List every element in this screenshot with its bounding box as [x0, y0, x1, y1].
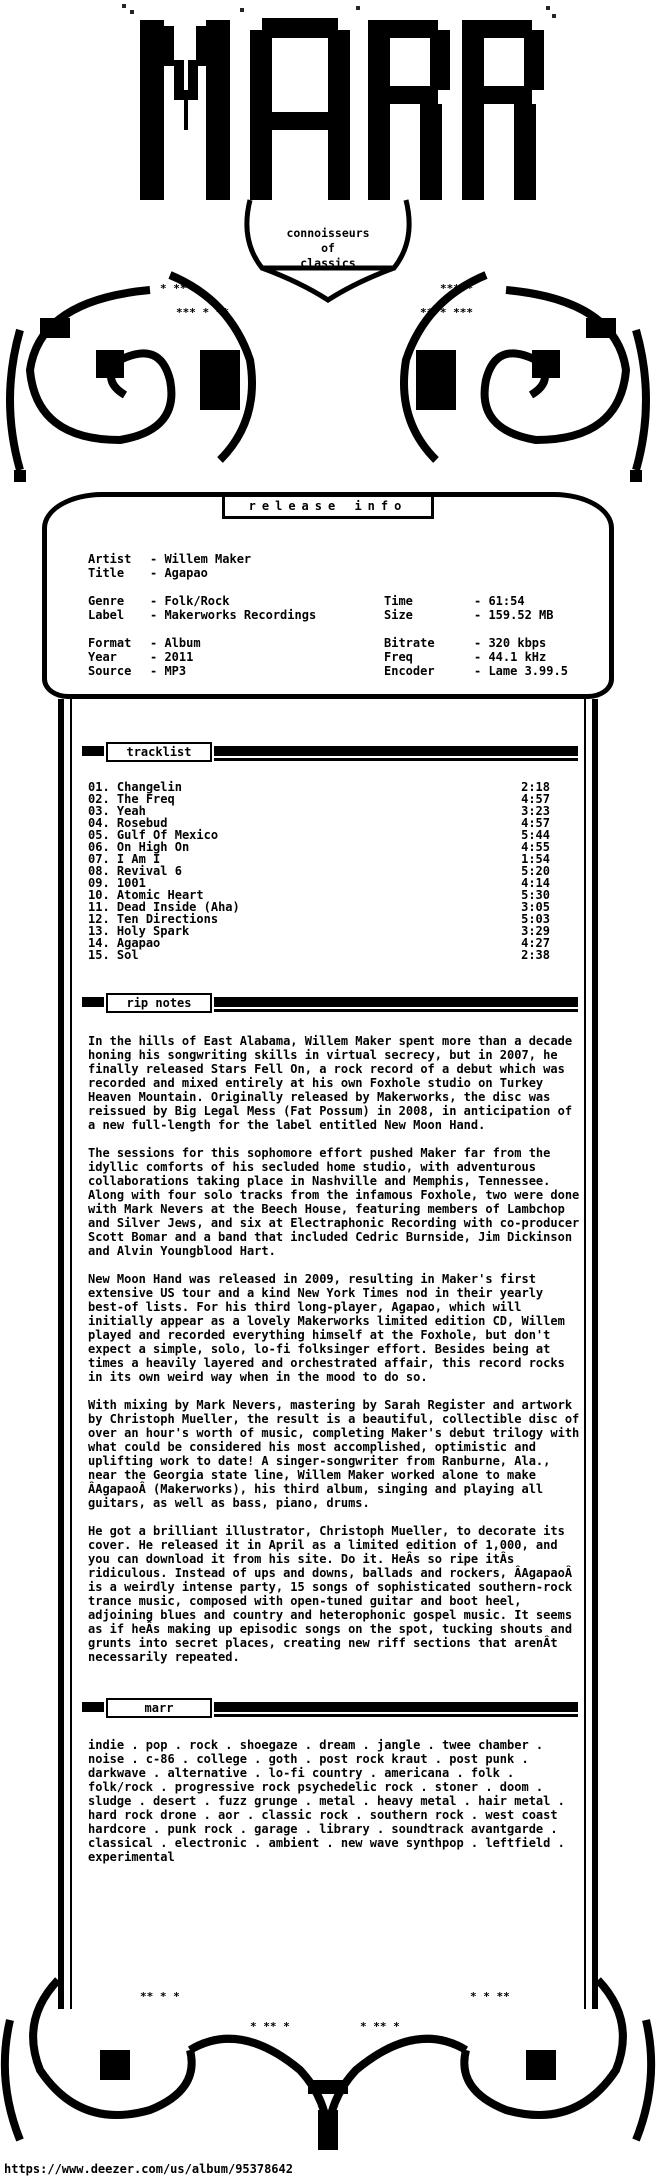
rip-notes-paragraph: With mixing by Mark Nevers, mastering by Sarah Register and artwork by Christoph Mueller, the result is a beautiful, collectible disc of over an hour's worth of music, completing Maker's debut trilogy with what could be considered his most accomplished, optimistic and uplifting work to date! A singer-songwriter from Ranburne, Ala., near the Georgia state line, Willem Maker worked alone to make ÂAgapaoÂ (Makerworks), his third album, singing and playing all guitars, as well as bass, piano, drums. — [88, 1398, 580, 1510]
track-title: The Freq — [116, 792, 175, 806]
rip-notes-paragraph: In the hills of East Alabama, Willem Maker spent more than a decade honing his songwriting skills in virtual secrecy, but in 2007, he finally released Stars Fell On, a rock record of a debut which was recorded and mixed entirely at his own Foxhole studio on Turkey Heaven Mountain. Originally released by Makerworks, the disc was reissued by Big Legal Mess (Fat Possum) in 2008, in anticipation of a new full-length for the label entitled New Moon Hand. — [88, 1034, 573, 1132]
track-number: 05. — [88, 828, 110, 842]
year-row: Year - 2011 — [88, 650, 194, 664]
format-value: Album — [164, 636, 201, 650]
artist-value: Willem Maker — [164, 552, 252, 566]
track-number: 14. — [88, 936, 110, 950]
track-duration: 5:44 — [521, 828, 550, 842]
source-value: MP3 — [164, 664, 187, 678]
track-duration: 4:14 — [521, 876, 550, 890]
rip-notes-header — [82, 993, 578, 1015]
track-title: Yeah — [116, 804, 146, 818]
track-number: 01. — [88, 780, 110, 794]
track-title: Dead Inside (Aha) — [116, 900, 240, 914]
track-duration: 2:38 — [521, 948, 550, 962]
track-number: 12. — [88, 912, 110, 926]
track-title: Atomic Heart — [116, 888, 204, 902]
svg-text:*** * **: *** * ** — [176, 306, 229, 319]
time-row: Time - 61:54 — [384, 594, 525, 608]
track-row — [88, 793, 550, 805]
tagline-line-2: of — [321, 241, 335, 255]
track-title: Holy Spark — [116, 924, 190, 938]
track-number: 02. — [88, 792, 110, 806]
svg-text:*** *: *** * — [440, 282, 474, 295]
track-number: 13. — [88, 924, 110, 938]
title-row: Title - Agapao — [88, 566, 208, 580]
track-duration: 3:05 — [521, 900, 550, 914]
track-number: 03. — [88, 804, 110, 818]
footer-ornament — [0, 1960, 656, 2170]
rip-notes — [88, 1034, 584, 1678]
track-row — [88, 949, 550, 961]
year-value: 2011 — [164, 650, 194, 664]
track-title: On High On — [116, 840, 190, 854]
track-duration: 5:03 — [521, 912, 550, 926]
track-number: 06. — [88, 840, 110, 854]
svg-text:** * *: ** * * — [140, 1990, 180, 2003]
track-duration: 1:54 — [521, 852, 550, 866]
track-number: 09. — [88, 876, 110, 890]
artist-row: Artist - Willem Maker — [88, 552, 252, 566]
encoder-value: Lame 3.99.5 — [488, 664, 568, 678]
track-duration: 4:27 — [521, 936, 550, 950]
freq-row: Freq - 44.1 kHz — [384, 650, 547, 664]
track-duration: 4:55 — [521, 840, 550, 854]
track-number: 04. — [88, 816, 110, 830]
genre-row: Genre - Folk/Rock — [88, 594, 230, 608]
track-duration: 5:30 — [521, 888, 550, 902]
format-row: Format - Album — [88, 636, 201, 650]
time-value: 61:54 — [488, 594, 525, 608]
track-title: Ten Directions — [116, 912, 219, 926]
track-duration: 4:57 — [521, 816, 550, 830]
track-title: Rosebud — [116, 816, 168, 830]
track-title: Changelin — [116, 780, 182, 794]
track-duration: 2:18 — [521, 780, 550, 794]
track-row — [88, 937, 550, 949]
genre-tags: indie . pop . rock . shoegaze . dream . jangle . twee chamber . noise . c-86 . college . goth . post rock kraut . post punk . darkwave . alternative . lo-fi country . americana . folk . folk/rock . progressive rock psychedelic rock . stoner . doom . sludge . desert . fuzz grunge . metal . heavy metal . hair metal . hard rock drone . aor . classic rock . southern rock . west coast hardcore . punk rock . garage . library . soundtrack avantgarde . classical . electronic . ambient . new wave synthpop . leftfield . experimental — [88, 1738, 565, 1864]
source-row: Source - MP3 — [88, 664, 187, 678]
bitrate-row: Bitrate - 320 kbps — [384, 636, 547, 650]
track-title: 1001 — [116, 876, 146, 890]
track-title: I Am I — [116, 852, 161, 866]
size-value: 159.52 MB — [488, 608, 554, 622]
track-title: Agapao — [116, 936, 161, 950]
label-value: Makerworks Recordings — [164, 608, 317, 622]
marr-wordmark — [140, 18, 544, 200]
genre-value: Folk/Rock — [164, 594, 230, 608]
track-number: 10. — [88, 888, 110, 902]
track-number: 08. — [88, 864, 110, 878]
track-duration: 3:23 — [521, 804, 550, 818]
track-number: 11. — [88, 900, 110, 914]
marr-header — [82, 1698, 578, 1720]
track-title: Sol — [116, 948, 139, 962]
track-title: Gulf Of Mexico — [116, 828, 219, 842]
label-row: Label - Makerworks Recordings — [88, 608, 317, 622]
release-info-title: release info — [222, 497, 434, 519]
track-title: Revival 6 — [116, 864, 182, 878]
track-duration: 3:29 — [521, 924, 550, 938]
track-duration: 4:57 — [521, 792, 550, 806]
tracklist-title: tracklist — [106, 742, 212, 762]
bitrate-value: 320 kbps — [488, 636, 547, 650]
svg-text:* ***: * *** — [160, 282, 194, 295]
tagline — [258, 226, 398, 271]
rip-notes-paragraph: He got a brilliant illustrator, Christoph Mueller, to decorate its cover. He released it in April as a limited edition of 1,000, and you can download it from his site. Do it. HeÂs so ripe itÂs ridiculous. Instead of ups and downs, ballads and rockers, ÂAgapaoÂ is a weirdly intense party, 15 songs of sophisticated southern-rock trance music, composed with open-tuned guitar and boot heel, adjoining blues and country and heterophonic gospel music. It seems as if heÂs making up episodic songs on the spot, tucking shouts and grunts into secret places, creating new riff sections that arenÂt necessarily repeated. — [88, 1524, 573, 1664]
tagline-line-1: connoisseurs — [286, 226, 370, 240]
track-row — [88, 865, 550, 877]
tracklist-header — [82, 742, 578, 764]
svg-text:* ** *: * ** * — [250, 2020, 290, 2033]
track-number: 07. — [88, 852, 110, 866]
track-duration: 5:20 — [521, 864, 550, 878]
svg-text:** * ***: ** * *** — [420, 306, 473, 319]
source-url[interactable]: https://www.deezer.com/us/album/95378642 — [4, 2162, 293, 2176]
svg-text:* * **: * * ** — [470, 1990, 510, 2003]
tracklist — [88, 781, 550, 961]
track-number: 15. — [88, 948, 110, 962]
size-row: Size - 159.52 MB — [384, 608, 554, 622]
title-value: Agapao — [164, 566, 208, 580]
marr-title: marr — [106, 1698, 212, 1718]
tagline-line-3: classics — [300, 256, 356, 270]
freq-value: 44.1 kHz — [488, 650, 547, 664]
svg-text:* ** *: * ** * — [360, 2020, 400, 2033]
rip-notes-title: rip notes — [106, 993, 212, 1013]
encoder-row: Encoder - Lame 3.99.5 — [384, 664, 568, 678]
rip-notes-paragraph: New Moon Hand was released in 2009, resulting in Maker's first extensive US tour and a kind New York Times nod in their yearly best-of lists. For his third long-player, Agapao, which will initially appear as a lovely Makerworks limited edition CD, Willem played and recorded everything himself at the Foxhole, but don't expect a simple, solo, lo-fi folksinger effort. Besides being at times a heavily layered and orchestrated affair, this record rocks in its own weird way when in the mood to do so. — [88, 1272, 565, 1384]
rip-notes-paragraph: The sessions for this sophomore effort pushed Maker far from the idyllic comforts of his secluded home studio, with adventurous collaborations taking place in Nashville and Memphis, Tennessee. Along with four solo tracks from the infamous Foxhole, two were done with Mark Nevers at the Beech House, featuring members of Lambchop and Silver Jews, and six at Electraphonic Recording with co-producer Scott Bomar and a band that included Cedric Burnside, Jim Dickinson and Alvin Youngblood Hart. — [88, 1146, 580, 1258]
